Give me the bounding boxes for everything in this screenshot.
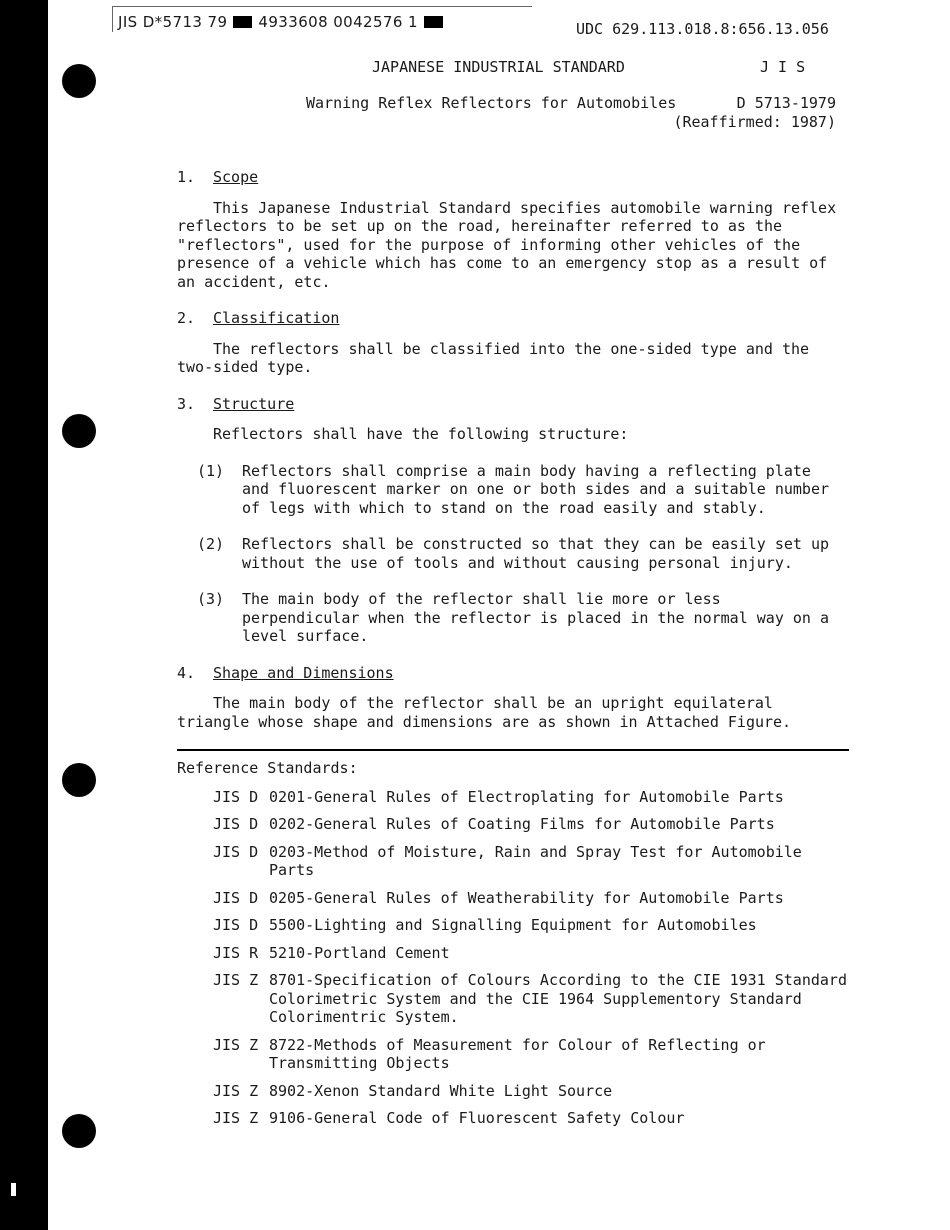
reaffirmed-date: (Reaffirmed: 1987) — [673, 113, 836, 131]
reference-item: JIS Z 8722-Methods of Measurement for Colour of Reflecting or Transmitting Objects — [213, 1035, 766, 1072]
structure-intro: Reflectors shall have the following structure: — [213, 425, 629, 443]
structure-item: (3) The main body of the reflector shall lie more or less perpendicular when the reflector is placed in the normal way on a level surface. — [197, 590, 829, 645]
punch-hole-3 — [62, 763, 96, 797]
binding-strip — [0, 0, 48, 1230]
reference-standards-title: Reference Standards: — [177, 759, 358, 777]
section-heading: 2. Classification — [177, 309, 340, 327]
reference-item: JIS D 0201-General Rules of Electroplating for Automobile Parts — [213, 787, 784, 806]
reference-item: JIS D 5500-Lighting and Signalling Equipment for Automobiles — [213, 916, 757, 934]
reference-item: JIS D 0205-General Rules of Weatherability for Automobile Parts — [213, 888, 784, 907]
structure-item: (1) Reflectors shall comprise a main body having a reflecting plate and fluorescent marker on one or both sides and a suitable number of legs with which to stand on the road easily and stably. — [197, 461, 829, 517]
structure-item: (2) Reflectors shall be constructed so that they can be easily set up without the use of tools and without causing personal injury. — [197, 535, 829, 572]
binding-mark — [11, 1183, 16, 1196]
section-heading: 3. Structure — [177, 394, 295, 413]
redaction-block — [424, 16, 443, 28]
section-title-structure: Structure — [213, 394, 295, 413]
punch-hole-1 — [62, 64, 96, 98]
jis-mark: J I S — [760, 58, 806, 76]
punch-hole-4 — [62, 1114, 96, 1148]
reference-item: JIS R 5210-Portland Cement — [213, 943, 450, 962]
scope-paragraph: This Japanese Industrial Standard specifies automobile warning reflex reflectors to be set up on the road, hereinafter referred to as the "reflectors", used for the purpose of informing other vehicles of the presence of a vehicle which has come to an emergency stop as a result of an accident, etc. — [177, 198, 837, 291]
document-body — [177, 168, 847, 1137]
standard-type: JAPANESE INDUSTRIAL STANDARD — [372, 58, 625, 76]
document-code-left: JIS D*5713 79 — [118, 13, 228, 31]
reference-item: JIS D 0202-General Rules of Coating Films for Automobile Parts — [213, 815, 775, 833]
section-title-classification: Classification — [213, 309, 340, 327]
reference-item: JIS D 0203-Method of Moisture, Rain and Spray Test for Automobile Parts — [213, 842, 802, 879]
document-title: Warning Reflex Reflectors for Automobiles — [306, 94, 677, 112]
shape-paragraph: The main body of the reflector shall be an upright equilateral triangle whose shape and dimensions are as shown in Attached Figure. — [177, 694, 792, 731]
reference-item: JIS Z 9106-General Code of Fluorescent Safety Colour — [213, 1109, 685, 1127]
punch-hole-2 — [62, 414, 96, 448]
section-heading: 1. Scope — [177, 168, 259, 186]
classification-paragraph: The reflectors shall be classified into the one-sided type and the two-sided type. — [177, 339, 810, 376]
section-heading: 4. Shape and Dimensions — [177, 663, 394, 682]
section-title-shape: Shape and Dimensions — [213, 663, 394, 682]
reference-item: JIS Z 8902-Xenon Standard White Light Source — [213, 1081, 613, 1100]
standard-number: D 5713-1979 — [736, 94, 836, 112]
section-divider — [177, 749, 849, 751]
document-code-right: 4933608 0042576 1 — [258, 13, 418, 31]
udc-number: UDC 629.113.018.8:656.13.056 — [576, 20, 829, 38]
reference-item: JIS Z 8701-Specification of Colours According to the CIE 1931 Standard Colorimetric System and the CIE 1964 Supplementory Standard Colorimentric System. — [213, 971, 847, 1026]
redaction-block — [233, 16, 252, 28]
standard-number-block — [673, 94, 836, 132]
document-code — [118, 13, 449, 31]
section-title-scope: Scope — [213, 168, 259, 186]
